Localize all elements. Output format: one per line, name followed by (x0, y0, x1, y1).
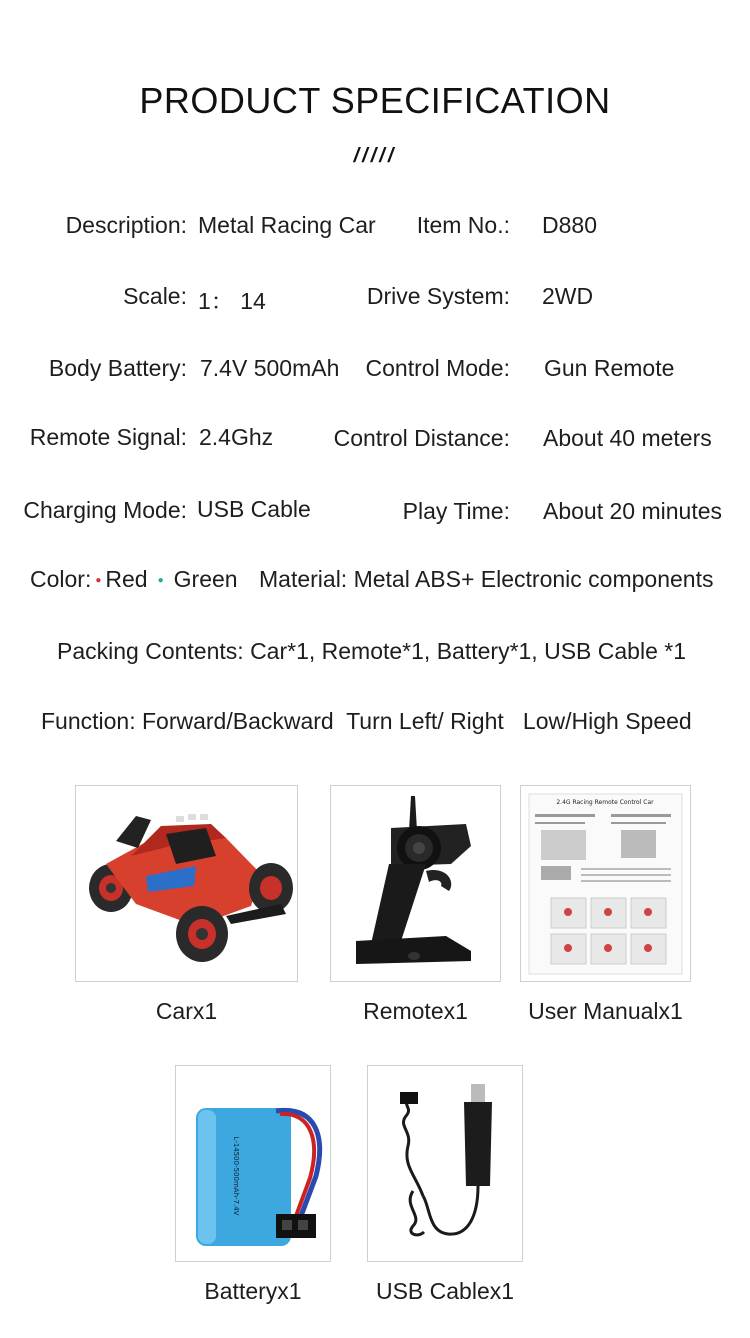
description-label: Description: (65, 212, 187, 238)
function-label: Function: (41, 708, 136, 734)
function-value: Forward/Backward Turn Left/ Right Low/High Speed (142, 708, 692, 734)
manual-caption: User Manualx1 (528, 998, 683, 1024)
color-row (30, 566, 238, 593)
green-dot-icon: ● (157, 575, 164, 587)
manual-image (521, 786, 690, 981)
car-card (75, 785, 298, 982)
battery-card (175, 1065, 331, 1262)
battery-caption: Batteryx1 (204, 1278, 302, 1304)
drive-system-value: 2WD (542, 283, 594, 309)
play-time-label: Play Time: (402, 498, 510, 524)
remote-caption: Remotex1 (363, 998, 468, 1024)
description-value: Metal Racing Car (198, 212, 376, 238)
manual-title: 2.4G Racing Remote Control Car (556, 799, 654, 806)
battery-print: L-14500-500mAh-7.4V (232, 1136, 240, 1216)
title-decoration: ///// (353, 145, 397, 167)
item-no-label: Item No.: (416, 212, 510, 238)
material-value: Metal ABS+ Electronic components (353, 566, 714, 592)
color-red: Red (105, 566, 148, 592)
packing-contents-row (57, 638, 686, 665)
scale-label: Scale: (123, 283, 187, 309)
material-label: Material: (259, 566, 348, 592)
usb-cable-caption: USB Cablex1 (375, 1278, 515, 1304)
function-row (41, 708, 692, 735)
control-mode-label: Control Mode: (365, 355, 510, 381)
remote-signal-label: Remote Signal: (29, 424, 187, 450)
control-mode-value: Gun Remote (544, 355, 675, 381)
color-green: Green (173, 566, 238, 592)
body-battery-label: Body Battery: (48, 355, 187, 381)
charging-mode-value: USB Cable (197, 496, 311, 522)
manual-card (520, 785, 691, 982)
packing-contents-label: Packing Contents: (57, 638, 244, 664)
packing-contents-value: Car*1, Remote*1, Battery*1, USB Cable *1 (250, 638, 686, 664)
color-label: Color: (30, 566, 92, 592)
car-caption: Carx1 (155, 998, 218, 1024)
control-distance-label: Control Distance: (333, 425, 510, 451)
charging-mode-label: Charging Mode: (23, 497, 187, 523)
usb-cable-card (367, 1065, 523, 1262)
page-title: PRODUCT SPECIFICATION (139, 80, 611, 121)
usb-cable-image (368, 1066, 522, 1261)
scale-value: 1： 14 (198, 288, 266, 314)
material-row (259, 566, 713, 593)
remote-signal-value: 2.4Ghz (199, 424, 274, 450)
battery-image (176, 1066, 330, 1261)
drive-system-label: Drive System: (366, 283, 510, 309)
control-distance-value: About 40 meters (543, 425, 712, 451)
remote-card (330, 785, 501, 982)
item-no-value: D880 (542, 212, 597, 238)
gun-remote-image (331, 786, 500, 981)
body-battery-value: 7.4V 500mAh (200, 355, 340, 381)
rc-car-image (76, 786, 297, 981)
red-dot-icon: ● (95, 575, 102, 587)
play-time-value: About 20 minutes (543, 498, 723, 524)
